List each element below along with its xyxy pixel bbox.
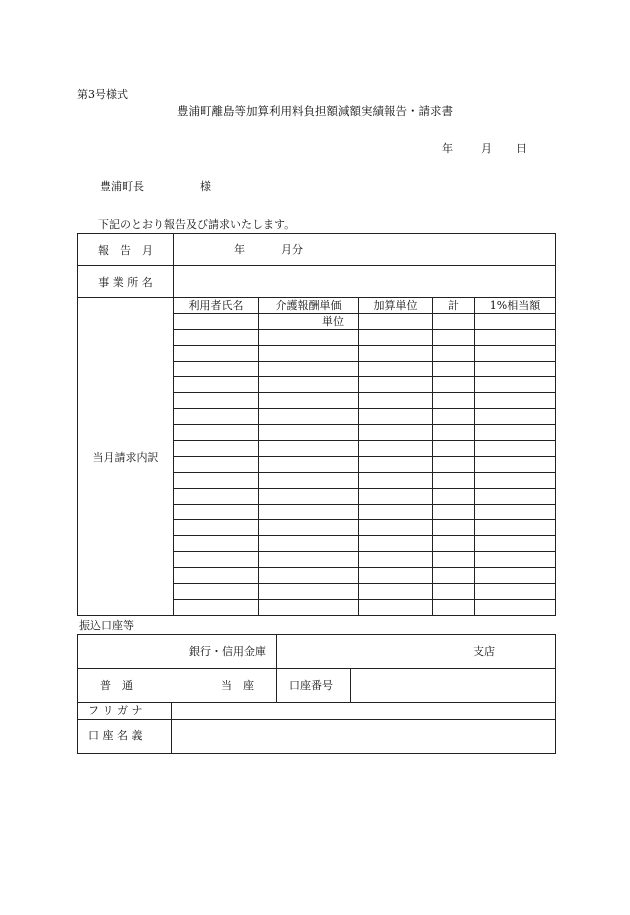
report-month-row	[78, 234, 555, 266]
account-number-label: 口座番号	[289, 679, 333, 692]
report-month-field[interactable]	[174, 234, 555, 265]
account-number-field[interactable]	[351, 669, 555, 702]
bank-caption: 振込口座等	[79, 619, 134, 632]
cell-care-fee-unit-price[interactable]	[259, 346, 359, 362]
cell-one-percent-amount[interactable]	[475, 536, 555, 552]
account-type-field[interactable]	[78, 669, 277, 702]
report-month-year: 年	[234, 243, 245, 256]
cell-care-fee-unit-price[interactable]	[259, 330, 359, 346]
cell-total[interactable]	[433, 377, 475, 393]
cell-additional-units[interactable]	[359, 330, 433, 346]
report-month-label: 報 告 月	[78, 234, 174, 265]
cell-additional-units[interactable]	[359, 505, 433, 521]
cell-user-name[interactable]	[174, 425, 259, 441]
header-user-name: 利用者氏名	[174, 298, 259, 314]
cell-additional-units[interactable]	[359, 393, 433, 409]
cell-total[interactable]	[433, 314, 475, 330]
cell-total[interactable]	[433, 552, 475, 568]
cell-care-fee-unit-price[interactable]	[259, 536, 359, 552]
cell-care-fee-unit-price[interactable]	[259, 568, 359, 584]
cell-total[interactable]	[433, 505, 475, 521]
account-name-field[interactable]	[172, 720, 555, 753]
cell-total[interactable]	[433, 568, 475, 584]
bank-branch-label: 支店	[473, 645, 495, 658]
cell-total[interactable]	[433, 330, 475, 346]
date-year-label: 年	[442, 142, 453, 155]
cell-additional-units[interactable]	[359, 457, 433, 473]
cell-additional-units[interactable]	[359, 552, 433, 568]
cell-care-fee-unit-price[interactable]	[259, 457, 359, 473]
cell-additional-units[interactable]	[359, 441, 433, 457]
cell-one-percent-amount[interactable]	[475, 600, 555, 616]
cell-additional-units[interactable]	[359, 409, 433, 425]
date-day-label: 日	[516, 142, 527, 155]
cell-one-percent-amount[interactable]	[475, 457, 555, 473]
cell-total[interactable]	[433, 457, 475, 473]
cell-one-percent-amount[interactable]	[475, 425, 555, 441]
cell-one-percent-amount[interactable]	[475, 552, 555, 568]
account-name-row	[78, 720, 555, 753]
header-additional-units: 加算単位	[359, 298, 433, 314]
cell-additional-units[interactable]	[359, 489, 433, 505]
cell-user-name[interactable]	[174, 457, 259, 473]
account-type-ordinary[interactable]: 普 通	[100, 679, 133, 692]
cell-care-fee-unit-price[interactable]	[259, 600, 359, 616]
cell-total[interactable]	[433, 473, 475, 489]
cell-total[interactable]	[433, 346, 475, 362]
cell-total[interactable]	[433, 536, 475, 552]
cell-user-name[interactable]	[174, 346, 259, 362]
office-row	[78, 266, 555, 298]
account-name-label: 口 座 名 義	[88, 729, 143, 742]
cell-user-name[interactable]	[174, 393, 259, 409]
cell-user-name[interactable]	[174, 520, 259, 536]
account-number-label-cell	[277, 669, 351, 702]
furigana-row	[78, 703, 555, 720]
header-care-fee-unit-price: 介護報酬単価	[259, 298, 359, 314]
cell-total[interactable]	[433, 409, 475, 425]
cell-care-fee-unit-price[interactable]	[259, 377, 359, 393]
cell-total[interactable]	[433, 362, 475, 378]
cell-one-percent-amount[interactable]	[475, 362, 555, 378]
cell-care-fee-unit-price[interactable]	[259, 393, 359, 409]
cell-additional-units[interactable]	[359, 568, 433, 584]
cell-one-percent-amount[interactable]	[475, 568, 555, 584]
cell-user-name[interactable]	[174, 409, 259, 425]
cell-care-fee-unit-price[interactable]	[259, 473, 359, 489]
office-label: 事 業 所 名	[78, 266, 174, 297]
date-month-label: 月	[481, 142, 492, 155]
cell-additional-units[interactable]	[359, 377, 433, 393]
cell-additional-units[interactable]	[359, 362, 433, 378]
cell-total[interactable]	[433, 441, 475, 457]
cell-one-percent-amount[interactable]	[475, 520, 555, 536]
cell-one-percent-amount[interactable]	[475, 489, 555, 505]
cell-care-fee-unit-price[interactable]	[259, 584, 359, 600]
cell-one-percent-amount[interactable]	[475, 393, 555, 409]
cell-user-name[interactable]	[174, 489, 259, 505]
cell-user-name[interactable]	[174, 584, 259, 600]
cell-one-percent-amount[interactable]	[475, 314, 555, 330]
account-type-current[interactable]: 当 座	[221, 679, 254, 692]
form-number: 第3号様式	[77, 88, 128, 101]
document-title: 豊浦町離島等加算利用料負担額減額実績報告・請求書	[177, 104, 453, 118]
cell-additional-units[interactable]	[359, 346, 433, 362]
cell-care-fee-unit-price[interactable]	[259, 409, 359, 425]
furigana-field[interactable]	[172, 703, 555, 719]
cell-care-fee-unit-price[interactable]	[259, 520, 359, 536]
cell-user-name[interactable]	[174, 441, 259, 457]
breakdown-label: 当月請求内訳	[78, 298, 174, 615]
cell-total[interactable]	[433, 393, 475, 409]
cell-user-name[interactable]	[174, 362, 259, 378]
addressee-name: 豊浦町長	[100, 180, 144, 193]
header-one-percent-amount: 1%相当額	[475, 298, 555, 314]
cell-one-percent-amount[interactable]	[475, 330, 555, 346]
bank-branch-field[interactable]	[277, 635, 555, 668]
furigana-label-cell	[78, 703, 172, 719]
cell-total[interactable]	[433, 489, 475, 505]
cell-additional-units[interactable]	[359, 584, 433, 600]
cell-one-percent-amount[interactable]	[475, 584, 555, 600]
cell-total[interactable]	[433, 584, 475, 600]
cell-care-fee-unit-price[interactable]	[259, 552, 359, 568]
breakdown-grid	[174, 298, 555, 616]
cell-user-name[interactable]	[174, 600, 259, 616]
cell-user-name[interactable]	[174, 568, 259, 584]
report-table	[77, 233, 556, 616]
cell-care-fee-unit-price[interactable]	[259, 505, 359, 521]
cell-total[interactable]	[433, 425, 475, 441]
cell-user-name[interactable]	[174, 536, 259, 552]
addressee-honorific: 様	[200, 180, 211, 193]
bank-institution-label: 銀行・信用金庫	[189, 645, 266, 658]
cell-one-percent-amount[interactable]	[475, 473, 555, 489]
cell-one-percent-amount[interactable]	[475, 505, 555, 521]
bank-name-field[interactable]	[78, 635, 277, 668]
cell-user-name[interactable]	[174, 314, 259, 330]
cell-total[interactable]	[433, 600, 475, 616]
breakdown-row	[78, 298, 555, 615]
report-month-month: 月分	[281, 243, 303, 256]
furigana-label: フ リ ガ ナ	[88, 704, 143, 717]
bank-table	[77, 634, 556, 754]
cell-additional-units[interactable]	[359, 520, 433, 536]
cell-user-name[interactable]	[174, 505, 259, 521]
cell-care-fee-unit-price[interactable]: 単位	[259, 314, 359, 330]
cell-user-name[interactable]	[174, 552, 259, 568]
cell-one-percent-amount[interactable]	[475, 409, 555, 425]
cell-care-fee-unit-price[interactable]	[259, 425, 359, 441]
account-type-row	[78, 669, 555, 703]
cell-care-fee-unit-price[interactable]	[259, 441, 359, 457]
cell-care-fee-unit-price[interactable]	[259, 489, 359, 505]
cell-user-name[interactable]	[174, 377, 259, 393]
cell-additional-units[interactable]	[359, 425, 433, 441]
cell-total[interactable]	[433, 520, 475, 536]
cell-user-name[interactable]	[174, 473, 259, 489]
account-name-label-cell	[78, 720, 172, 753]
cell-care-fee-unit-price[interactable]	[259, 362, 359, 378]
cell-additional-units[interactable]	[359, 473, 433, 489]
cell-additional-units[interactable]	[359, 314, 433, 330]
cell-one-percent-amount[interactable]	[475, 377, 555, 393]
cell-one-percent-amount[interactable]	[475, 346, 555, 362]
intro-text: 下記のとおり報告及び請求いたします。	[98, 218, 296, 231]
cell-additional-units[interactable]	[359, 536, 433, 552]
cell-user-name[interactable]	[174, 330, 259, 346]
cell-one-percent-amount[interactable]	[475, 441, 555, 457]
office-name-field[interactable]	[174, 266, 555, 297]
header-total: 計	[433, 298, 475, 314]
cell-additional-units[interactable]	[359, 600, 433, 616]
bank-name-row	[78, 635, 555, 669]
